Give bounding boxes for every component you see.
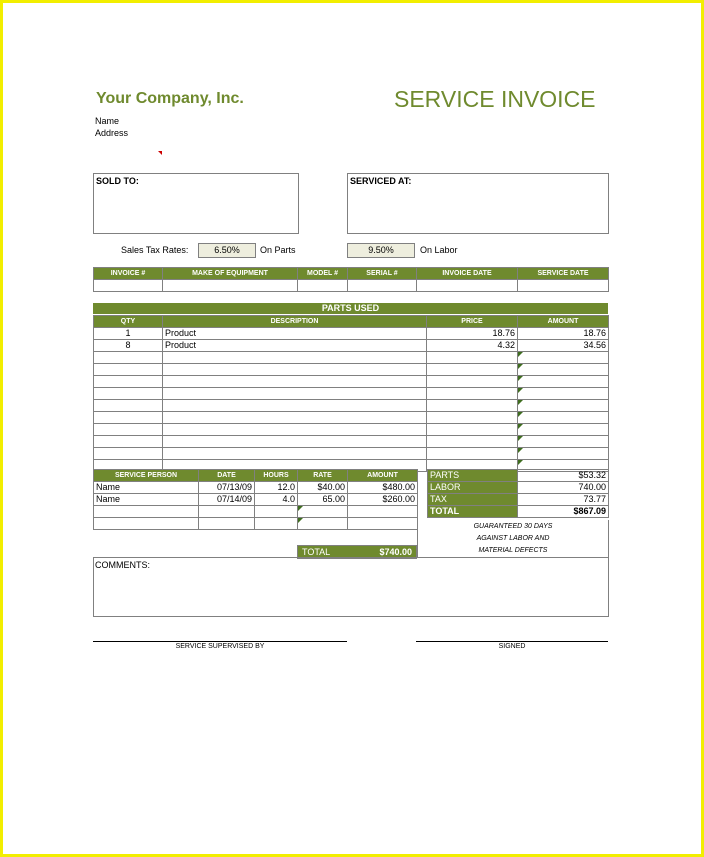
invoice-number-header: INVOICE # (94, 268, 163, 280)
invoice-info-table (93, 267, 609, 292)
amount-cell[interactable] (518, 352, 609, 364)
amount-cell[interactable] (518, 424, 609, 436)
table-row (94, 518, 418, 530)
tax-summary-label: TAX (428, 494, 518, 506)
amount-cell[interactable] (518, 376, 609, 388)
price-cell[interactable] (427, 352, 518, 364)
comments-label: COMMENTS: (95, 560, 150, 570)
date-cell[interactable]: 07/13/09 (199, 482, 255, 494)
signed-label: SIGNED (498, 643, 526, 650)
price-cell[interactable]: 4.32 (427, 340, 518, 352)
table-row (94, 400, 609, 412)
rate-header: RATE (298, 470, 348, 482)
comments-box[interactable] (93, 557, 609, 617)
price-cell[interactable] (427, 424, 518, 436)
qty-cell[interactable]: 1 (94, 328, 163, 340)
description-cell[interactable] (163, 436, 427, 448)
signed-signature-line[interactable] (416, 641, 608, 642)
amount-cell[interactable] (518, 448, 609, 460)
description-cell[interactable] (163, 412, 427, 424)
service-person-cell[interactable]: Name (94, 494, 199, 506)
table-row (94, 328, 609, 340)
summary-table (427, 469, 609, 518)
description-cell[interactable] (163, 400, 427, 412)
hours-cell[interactable]: 4.0 (255, 494, 298, 506)
description-cell[interactable]: Product (163, 328, 427, 340)
sold-to-label: SOLD TO: (96, 176, 139, 186)
table-row (94, 364, 609, 376)
labor-amount-header: AMOUNT (348, 470, 418, 482)
hours-cell[interactable]: 12.0 (255, 482, 298, 494)
amount-cell[interactable] (518, 400, 609, 412)
labor-amount-cell[interactable]: $480.00 (348, 482, 418, 494)
date-cell[interactable] (199, 518, 255, 530)
date-cell[interactable] (199, 506, 255, 518)
price-cell[interactable] (427, 448, 518, 460)
qty-header: QTY (94, 316, 163, 328)
description-cell[interactable]: Product (163, 340, 427, 352)
guarantee-line-2: AGAINST LABOR AND (476, 535, 550, 542)
table-row (94, 482, 418, 494)
table-row (94, 448, 609, 460)
amount-header: AMOUNT (518, 316, 609, 328)
parts-summary-value: $53.32 (518, 470, 609, 482)
table-row (94, 376, 609, 388)
hours-cell[interactable] (255, 506, 298, 518)
qty-cell[interactable] (94, 376, 163, 388)
labor-table (93, 469, 418, 530)
labor-total-label: TOTAL (302, 547, 331, 557)
rate-cell[interactable]: $40.00 (298, 482, 348, 494)
make-of-equipment-header: MAKE OF EQUIPMENT (163, 268, 298, 280)
parts-summary-label: PARTS (428, 470, 518, 482)
qty-cell[interactable] (94, 412, 163, 424)
table-row (94, 506, 418, 518)
parts-table (93, 315, 609, 472)
amount-cell[interactable]: 18.76 (518, 328, 609, 340)
on-parts-label: On Parts (260, 245, 296, 255)
invoice-number-cell[interactable] (94, 280, 163, 292)
labor-total-value: $740.00 (379, 547, 412, 557)
price-cell[interactable] (427, 412, 518, 424)
qty-cell[interactable] (94, 364, 163, 376)
labor-amount-cell[interactable] (348, 506, 418, 518)
tax-summary-value: 73.77 (518, 494, 609, 506)
table-row (94, 352, 609, 364)
date-cell[interactable]: 07/14/09 (199, 494, 255, 506)
name-label: Name (95, 116, 120, 126)
price-cell[interactable] (427, 376, 518, 388)
amount-cell[interactable] (518, 388, 609, 400)
grand-total-label: TOTAL (428, 506, 518, 518)
amount-cell[interactable] (518, 364, 609, 376)
price-cell[interactable]: 18.76 (427, 328, 518, 340)
qty-cell[interactable] (94, 448, 163, 460)
service-date-header: SERVICE DATE (518, 268, 609, 280)
amount-cell[interactable]: 34.56 (518, 340, 609, 352)
labor-summary-value: 740.00 (518, 482, 609, 494)
service-supervised-label: SERVICE SUPERVISED BY (175, 643, 265, 650)
qty-cell[interactable] (94, 388, 163, 400)
model-number-header: MODEL # (298, 268, 348, 280)
description-cell[interactable] (163, 376, 427, 388)
serial-number-header: SERIAL # (348, 268, 417, 280)
parts-tax-rate[interactable]: 6.50% (198, 243, 256, 258)
qty-cell[interactable] (94, 424, 163, 436)
description-cell[interactable] (163, 388, 427, 400)
address-label: Address (95, 128, 129, 138)
description-cell[interactable] (163, 364, 427, 376)
rate-cell[interactable]: 65.00 (298, 494, 348, 506)
description-cell[interactable] (163, 352, 427, 364)
model-number-cell[interactable] (298, 280, 348, 292)
description-cell[interactable] (163, 448, 427, 460)
service-person-cell[interactable]: Name (94, 482, 199, 494)
service-date-cell[interactable] (518, 280, 609, 292)
serviced-at-label: SERVICED AT: (350, 176, 412, 186)
table-row (94, 424, 609, 436)
invoice-date-header: INVOICE DATE (417, 268, 518, 280)
qty-cell[interactable] (94, 352, 163, 364)
supervised-signature-line[interactable] (93, 641, 347, 642)
table-row (94, 388, 609, 400)
service-person-cell[interactable] (94, 518, 199, 530)
table-row (94, 412, 609, 424)
sold-to-box[interactable] (93, 173, 299, 234)
company-name: Your Company, Inc. (96, 90, 244, 107)
table-row (94, 494, 418, 506)
hours-cell[interactable] (255, 518, 298, 530)
invoice-title: SERVICE INVOICE (394, 86, 596, 112)
rate-cell[interactable] (298, 506, 348, 518)
serial-number-cell[interactable] (348, 280, 417, 292)
price-cell[interactable] (427, 400, 518, 412)
amount-cell[interactable] (518, 412, 609, 424)
guarantee-line-1: GUARANTEED 30 DAYS (473, 523, 553, 530)
service-person-header: SERVICE PERSON (94, 470, 199, 482)
description-header: DESCRIPTION (163, 316, 427, 328)
table-row (94, 340, 609, 352)
table-row (94, 436, 609, 448)
guarantee-note (417, 520, 609, 558)
qty-cell[interactable] (94, 400, 163, 412)
date-header: DATE (199, 470, 255, 482)
amount-cell[interactable] (518, 436, 609, 448)
labor-amount-cell[interactable]: $260.00 (348, 494, 418, 506)
sales-tax-label: Sales Tax Rates: (121, 245, 189, 255)
serviced-at-box[interactable] (347, 173, 609, 234)
hours-header: HOURS (255, 470, 298, 482)
labor-tax-rate[interactable]: 9.50% (347, 243, 415, 258)
price-cell[interactable] (427, 364, 518, 376)
make-of-equipment-cell[interactable] (163, 280, 298, 292)
invoice-date-cell[interactable] (417, 280, 518, 292)
price-header: PRICE (427, 316, 518, 328)
qty-cell[interactable]: 8 (94, 340, 163, 352)
price-cell[interactable] (427, 388, 518, 400)
parts-used-banner: PARTS USED (93, 303, 608, 314)
grand-total-value: $867.09 (518, 506, 609, 518)
service-person-cell[interactable] (94, 506, 199, 518)
description-cell[interactable] (163, 424, 427, 436)
rate-cell[interactable] (298, 518, 348, 530)
labor-summary-label: LABOR (428, 482, 518, 494)
on-labor-label: On Labor (420, 245, 458, 255)
price-cell[interactable] (427, 436, 518, 448)
guarantee-line-3: MATERIAL DEFECTS (478, 547, 548, 554)
qty-cell[interactable] (94, 436, 163, 448)
labor-amount-cell[interactable] (348, 518, 418, 530)
comment-marker-icon (158, 151, 162, 155)
